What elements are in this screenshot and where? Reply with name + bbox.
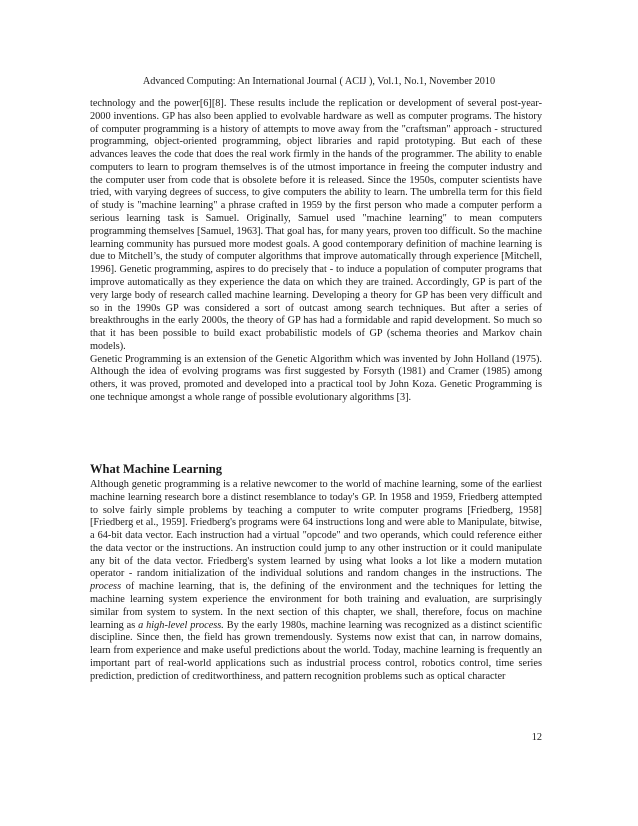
emphasis-high-level-process: a high-level process. — [138, 619, 224, 631]
paragraph-text: Although genetic programming is a relative newcomer to the world of machine learning, some of the earliest machine learning research bore a distinct resemblance to today's GP. In 1958 and 1959, Friedberg attempted to solve fairly simple problems by teaching a computer to write computer programs [Friedberg, 1958] [Friedberg et al., 1959]. Friedberg's programs were 64 instructions long and were able to Manipulate, bitwise, a 64-bit data vector. Each instruction had a virtual "opcode" and two operands, which could reference either the data vector or the instructions. An instruction could jump to any other instruction or it could manipulate any bit of the data vector. Friedberg's system learned by using what looks a lot like a modern mutation operator - random initialization of the individual solutions and random changes in the instructions. The — [90, 479, 542, 580]
paragraph-text: of machine learning, that is, the defining of the environment and the techniques for letting the machine learning system experience the environment for both training and evaluation, are surprisingly similar from system to system. In the next section of this chapter, we shall, therefore, focus on machine learning as — [90, 581, 542, 631]
body-text-block-2 — [90, 479, 542, 684]
paragraph-gp-extension: Genetic Programming is an extension of the Genetic Algorithm which was invented by John Holland (1975). Although the idea of evolving programs was first suggested by Forsyth (1981) and Cramer (1985) among others, it was proved, promoted and developed into a practical tool by John Koza. Genetic Programming is one technique amongst a whole range of possible evolutionary algorithms [3]. — [90, 353, 542, 403]
emphasis-process: process — [90, 581, 122, 593]
body-text-block-1 — [90, 98, 542, 405]
paragraph-machine-learning — [90, 479, 542, 684]
page-number: 12 — [531, 732, 542, 743]
section-heading: What Machine Learning — [90, 462, 222, 476]
paragraph-gp-history: technology and the power[6][8]. These results include the replication or development of several post-year-2000 inventions. GP has also been applied to evolvable hardware as well as computer programs. The history of computer programming is a history of attempts to move away from the "craftsman" approach - structured programming, object-oriented programming, object libraries and rapid prototyping. But each of these advances leaves the code that does the real work firmly in the hands of the programmer. The ability to enable computers to learn to program themselves is of the utmost importance in freeing the computer industry and the computer user from code that is obsolete before it is released. Since the 1950s, computer scientists have tried, with varying degrees of success, to give computers the ability to learn. The umbrella term for this field of study is "machine learning" a phrase crafted in 1959 by the first person who made a computer perform a serious learning task is Samuel. Originally, Samuel used "machine learning" to mean computers programming themselves [Samuel, 1963]. That goal has, for many years, proven too difficult. So the machine learning community has pursued more modest goals. A good contemporary definition of machine learning is due to Mitchell’s, the study of computer algorithms that improve automatically through experience [Mitchell, 1996]. Genetic programming, aspires to do precisely that - to induce a population of computer programs that improve automatically as they experience the data on which they are trained. Accordingly, GP is part of the very large body of research called machine learning. Developing a theory for GP has been very difficult and so in the 1990s GP was considered a sort of outcast among search techniques. But after a series of breakthroughs in the early 2000s, the theory of GP has had a formidable and rapid development. So much so that it has been possible to build exact probabilistic models of GP (schema theories and Markov chain models). — [90, 98, 542, 352]
running-header: Advanced Computing: An International Journal ( ACIJ ), Vol.1, No.1, November 2010 — [142, 76, 496, 87]
paragraph-text: By the early 1980s, machine learning was recognized as a distinct scientific discipline. Since then, the field has grown tremendously. Systems now exist that can, in narrow domains, learn from experience and make useful predictions about the world. Today, machine learning is frequently an important part of real-world applications such as industrial process control, robotics control, time series prediction, prediction of creditworthiness, and pattern recognition problems such as optical character — [90, 619, 542, 682]
